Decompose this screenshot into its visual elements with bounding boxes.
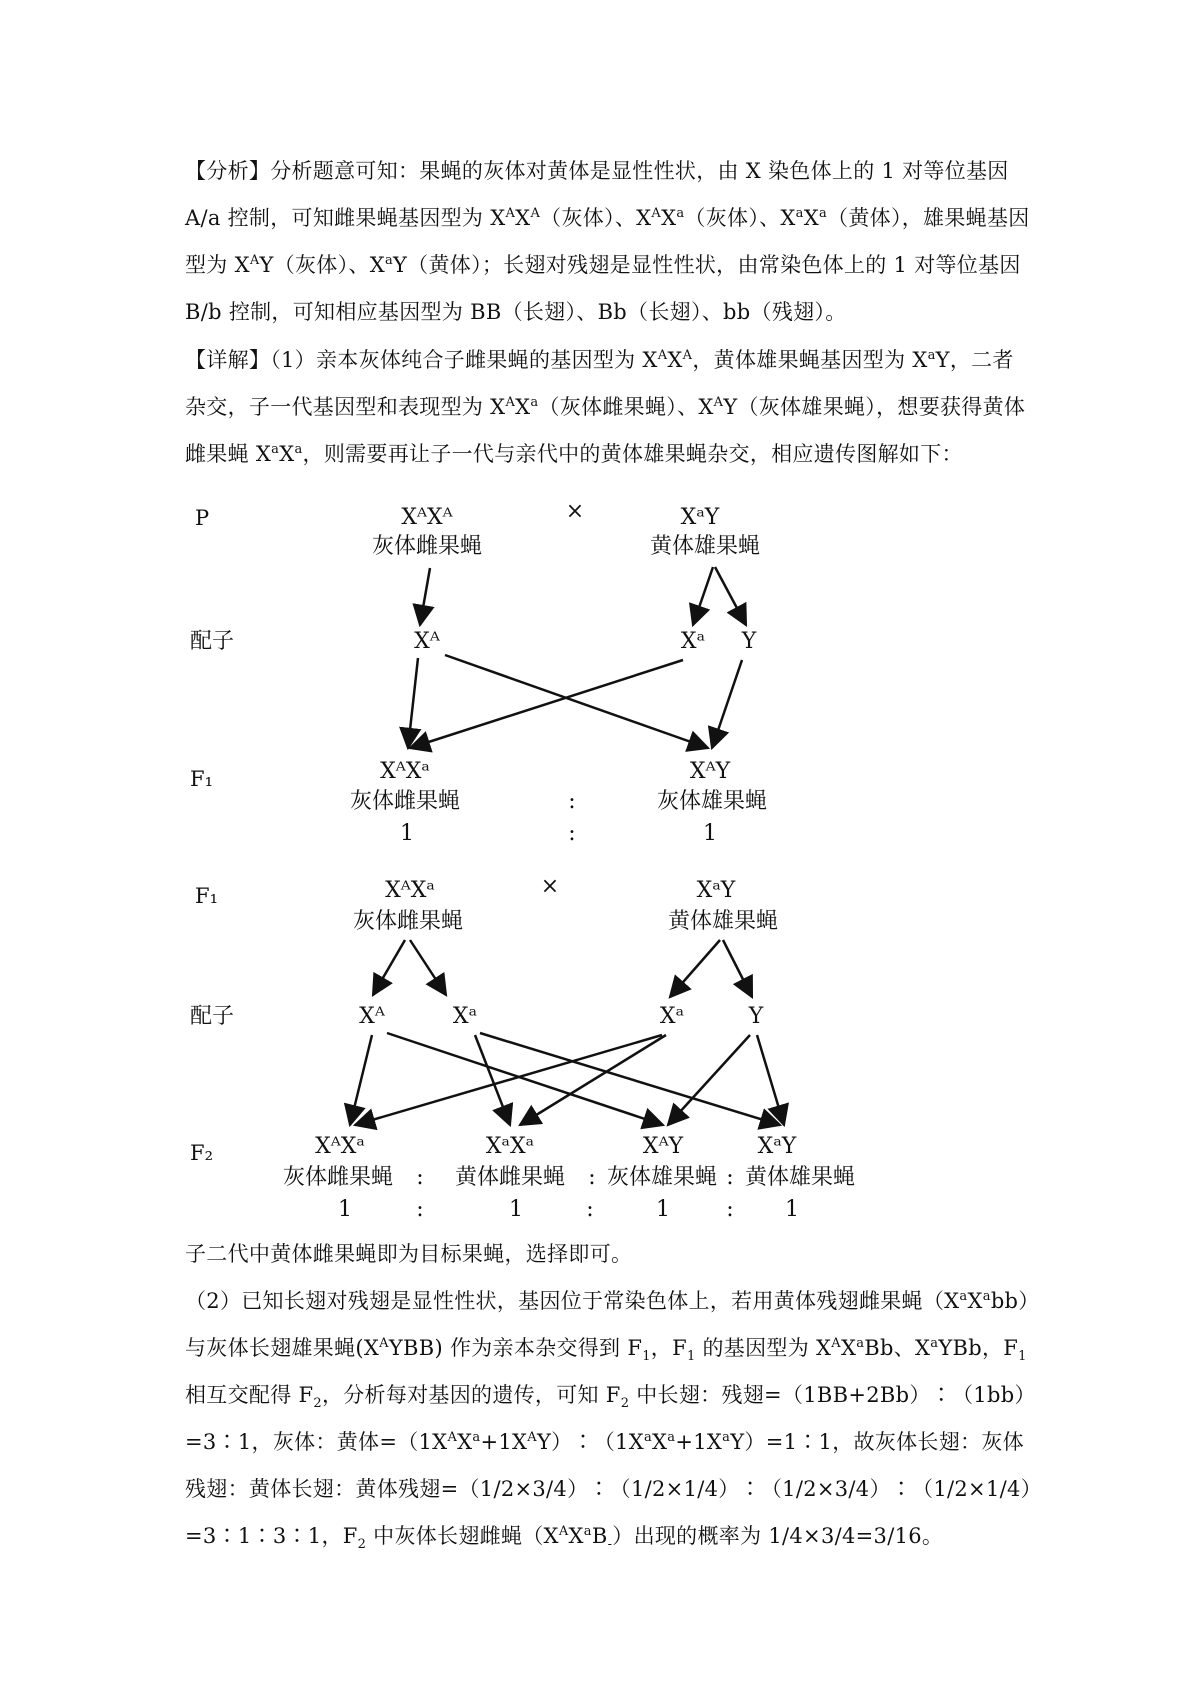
gamete: Y	[741, 629, 757, 654]
ratio-separator: :	[568, 821, 576, 846]
parent-female-phenotype: 灰体雌果蝇	[352, 909, 464, 934]
arrow	[693, 567, 713, 625]
arrow	[410, 940, 446, 995]
gamete: Xᵃ	[659, 1004, 685, 1029]
arrow	[410, 660, 683, 748]
parent-female-genotype: XᴬXᴬ	[401, 505, 453, 530]
gamete: Y	[748, 1004, 764, 1029]
offspring-genotype: XᴬXᵃ	[380, 759, 430, 784]
offspring-ratio: 1	[656, 1197, 670, 1222]
offspring-phenotype: 灰体雄果蝇	[606, 1165, 718, 1190]
conclusion-paragraph: 子二代中黄体雌果蝇即为目标果蝇，选择即可。	[185, 1242, 633, 1266]
cross-symbol: ×	[540, 874, 560, 899]
offspring-genotype: XᵃXᵃ	[485, 1134, 535, 1159]
cross-2	[190, 874, 855, 1222]
ratio-separator: :	[726, 1197, 734, 1222]
gamete: Xᴬ	[414, 629, 440, 654]
parent-male-phenotype: 黄体雄果蝇	[649, 534, 761, 559]
offspring-genotype: XᴬY	[689, 759, 731, 784]
gen-label-f1: F₁	[195, 884, 218, 908]
arrow	[445, 655, 708, 748]
part2-paragraph	[185, 1278, 1035, 1560]
offspring-phenotype: 灰体雌果蝇	[282, 1165, 394, 1190]
part2-text: （2）已知长翅对残翅是显性性状，基因位于常染色体上，若用黄体残翅雌果蝇$(X^aX^abb)$与灰体长翅雄果蝇$(X^AYBB)$ 作为亲本杂交得到 $F_1$，$F_1$ 的基因型为 $X^AX^aBb$、$X^aYBb$，$F_1$ 相互交配得 $F_2$，分析每对基因的遗传，可知 $F_2$ 中长翅：残翅=（1BB+2Bb）∶（1bb）=3∶1，灰体：黄体$=(1X^AX^a+1X^AY)∶(1X^aX^a+1X^aY)=1∶1$，故灰体长翅：灰体残翅：黄体长翅：黄体残翅=（1/2×3/4）∶（1/2×1/4）∶（1/2×3/4）∶（1/2×1/4）=3∶1∶3∶1，$F_2$ 中灰体长翅雌蝇$(X^AX^aB_-)$出现的概率为 1/4×3/4=3/16。	[185, 1289, 1032, 1553]
ratio-separator: :	[416, 1197, 424, 1222]
parent-male-genotype: XᵃY	[680, 505, 720, 530]
parent-male-genotype: XᵃY	[696, 878, 736, 903]
offspring-phenotype: 黄体雄果蝇	[744, 1165, 856, 1190]
gen-label-p: P	[195, 506, 210, 530]
cross-symbol: ×	[565, 499, 585, 524]
offspring-ratio: 1	[509, 1197, 523, 1222]
arrow	[355, 1035, 662, 1125]
detail-tag: 【详解】	[185, 348, 271, 372]
arrow	[408, 658, 418, 748]
arrow	[350, 1035, 372, 1125]
parent-male-phenotype: 黄体雄果蝇	[667, 909, 779, 934]
ratio-separator: :	[726, 1165, 734, 1190]
offspring-ratio: 1	[785, 1197, 799, 1222]
arrow	[670, 940, 720, 997]
offspring-phenotype: 灰体雄果蝇	[656, 789, 768, 814]
offspring-ratio: 1	[338, 1197, 352, 1222]
offspring-label: F₂	[190, 1141, 213, 1165]
gamete: Xᵃ	[680, 629, 706, 654]
offspring-ratio: 1	[703, 821, 717, 846]
offspring-genotype: XᵃY	[757, 1134, 797, 1159]
offspring-phenotype: 灰体雌果蝇	[349, 789, 461, 814]
arrow	[723, 940, 752, 997]
analysis-tag: 【分析】	[185, 159, 271, 183]
gamete: Xᵃ	[452, 1004, 478, 1029]
parent-female-phenotype: 灰体雌果蝇	[371, 534, 483, 559]
cross-1	[190, 499, 767, 846]
gamete: Xᴬ	[359, 1004, 385, 1029]
arrow	[757, 1035, 784, 1125]
ratio-separator: :	[416, 1165, 424, 1190]
gamete-label: 配子	[190, 629, 235, 654]
analysis-text: 分析题意可知：果蝇的灰体对黄体是显性性状，由 X 染色体上的 1 对等位基因 A/a 控制，可知雌果蝇基因型为 $X^AX^A$（灰体）、$X^AX^a$（灰体）、$X^aX^a$（黄体），雄果蝇基因型为 $X^AY$（灰体）、$X^aY$（黄体）；长翅对残翅是显性性状，由常染色体上的 1 对等位基因 B/b 控制，可知相应基因型为 BB（长翅）、Bb（长翅）、bb（残翅）。	[185, 159, 1030, 324]
offspring-phenotype: 黄体雌果蝇	[454, 1165, 566, 1190]
gamete-label: 配子	[190, 1004, 235, 1029]
ratio-separator: :	[588, 1165, 596, 1190]
detail-text: （1）亲本灰体纯合子雌果蝇的基因型为 $X^AX^A$，黄体雄果蝇基因型为 $X^aY$，二者杂交，子一代基因型和表现型为 $X^AX^a$（灰体雌果蝇）、$X^AY$（灰体雄果蝇），想要获得黄体雌果蝇 $X^aX^a$，则需要再让子一代与亲代中的黄体雄果蝇杂交，相应遗传图解如下：	[185, 348, 1026, 466]
ratio-separator: :	[586, 1197, 594, 1222]
arrow	[712, 660, 742, 748]
cross-1-arrows	[408, 567, 746, 748]
arrow	[520, 1035, 666, 1125]
offspring-label: F₁	[190, 767, 213, 791]
arrow	[715, 567, 746, 625]
parent-female-genotype: XᴬXᵃ	[385, 878, 435, 903]
offspring-genotype: XᴬXᵃ	[315, 1134, 365, 1159]
offspring-ratio: 1	[400, 821, 414, 846]
ratio-separator: :	[568, 789, 576, 814]
offspring-genotype: XᴬY	[642, 1134, 684, 1159]
arrow	[420, 568, 430, 625]
cross-2-arrows	[350, 940, 784, 1125]
arrow	[373, 940, 405, 995]
